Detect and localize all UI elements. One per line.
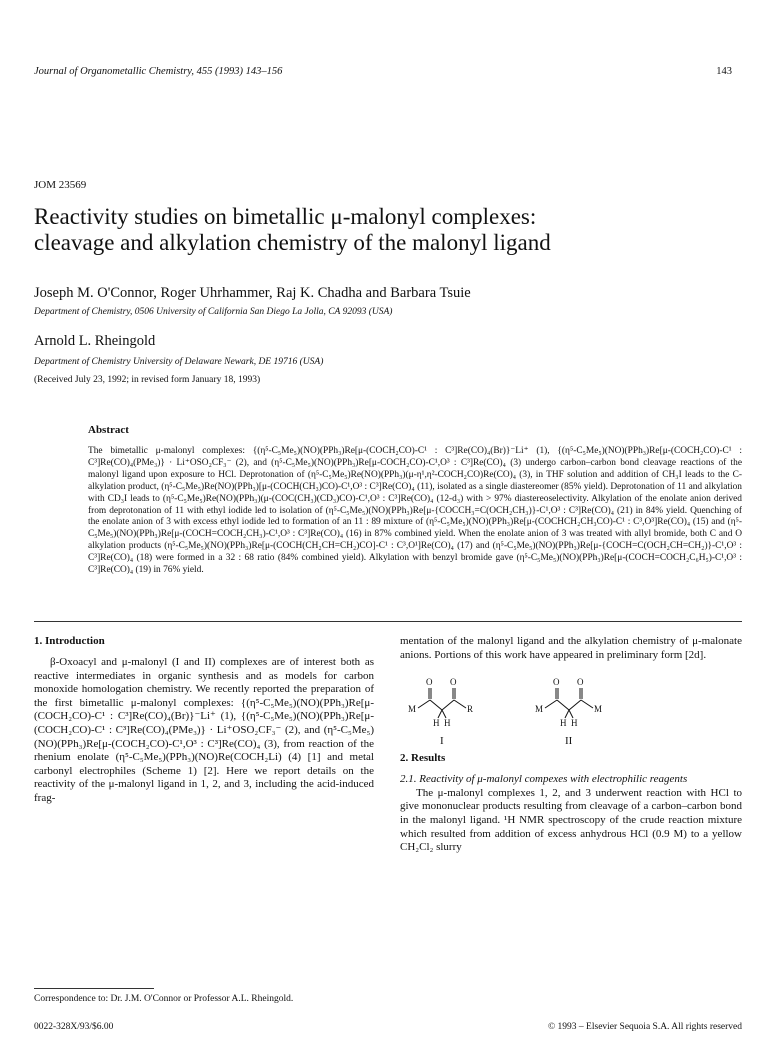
struct-II-oxygen-1: O <box>553 677 560 688</box>
struct-I-oxygen-2: O <box>450 677 457 688</box>
struct-I-oxygen-1: O <box>426 677 433 688</box>
structure-diagram <box>400 666 742 746</box>
received-dates: (Received July 23, 1992; in revised form January 18, 1993) <box>34 375 261 385</box>
author-list: Joseph M. O'Connor, Roger Uhrhammer, Raj K. Chadha and Barbara Tsuie <box>34 285 471 301</box>
struct-II-metal-1: M <box>535 704 544 715</box>
struct-I-r-group: R <box>467 704 474 715</box>
abstract-text: The bimetallic μ-malonyl complexes: {(η⁵-C₅Me₅)(NO)(PPh₃)Re[μ-(COCH₂CO)-C¹ : C³]Re(CO)₄(Br)}⁻Li⁺ (1), {(η⁵-C₅Me₅)(NO)(PPh₃)Re[μ-(COCH₂CO)-C¹ : C³]Re(CO)₄(PMe₃)} · Li⁺OSO₂CF₃⁻ (2), and (η⁵-C₅Me₅)(NO)(PPh₃)Re[μ-COCH₂CO)-C¹,O³ : C³]Re(CO)₄ (3) undergo carbon–carbon bond cleavage reactions of the malonyl ligand upon exposure to HCl. Deprotonation of (η⁵-C₅Me₅)Re(NO)(PPh₃)(μ-η¹,η²-COCH₂CO)Re(CO)₄ (3), in THF solution and addition of CH₃I leads to the C-alkylation product, (η⁵-C₅Me₅)Re(NO)(PPh₃)[μ-(COCH(CH₃)CO)-C¹,O³ : C³]Re(CO)₄ (11), isolated as a single diastereomer (85% yield). Deprotonation of 11 and alkylation with CD₃I leads to (η⁵-C₅Me₅)Re(NO)(PPh₃)(μ-(COC(CH₃)(CD₃)CO)-C¹,O³ : C³]Re(CO)₄ (12-d₃) with > 97% diastereoselectivity. Alkylation of the enolate anion derived from deprotonation of 11 with ethyl iodide led to isolation of (η⁵-C₅Me₅)(NO)(PPh₃)Re[μ-{COCCH₃=C(OCH₂CH₃)}-C¹,O³ : C³]Re(CO)₄ (21) in 84% yield. Quenching of the enolate anion of 3 with excess ethyl iodide led to formation of an 11 : 89 mixture of (η⁵-C₅Me₅)(NO)(PPh₃)Re[μ-(COCHCH₂CH₃CO)-C¹ : C³,O³]Re(CO)₄ (15) and (η⁵-C₅Me₅)(NO)(PPh₃)Re[μ-(COCH=COCH₂CH₃)-C¹,O³ : C³]Re(CO)₄ (16) in 87% combined yield. When the enolate anion of 3 was treated with allyl bromide, both C and O alkylation products (η⁵-C₅Me₅)(NO)(PPh₃)Re[μ-(COCH(CH₂CH=CH₂)CO]-C¹ : C³,O¹]Re(CO)₄ (17) and (η⁵-C₅Me₅)(NO)(PPh₃)Re[μ-{COCH=C(OCH₂CH=CH₂)}-C¹,O³ : C³]Re(CO)₄ (18) were formed in a 32 : 68 ratio (84% combined yield). Alkylation with benzyl bromide gave (η⁵-C₅Me₅)(NO)(PPh₃)Re[μ-(COCH=COCH₂C₆H₅)-C¹,O³ : C³]Re(CO)₄ (19) in 76% yield. <box>88 446 742 576</box>
struct-II-label: II <box>565 735 573 747</box>
struct-II-oxygen-2: O <box>577 677 584 688</box>
copyright-notice: © 1993 – Elsevier Sequoia S.A. All rights reserved <box>547 1022 742 1032</box>
structure-I <box>408 677 473 746</box>
issn-price: 0022-328X/93/$6.00 <box>34 1022 114 1032</box>
affiliation-2: Department of Chemistry University of Delaware Newark, DE 19716 (USA) <box>34 357 324 367</box>
results-paragraph: The μ-malonyl complexes 1, 2, and 3 underwent reaction with HCl to give mononuclear products resulting from cleavage of a carbon–carbon bond in the malonyl ligand. ¹H NMR spectroscopy of the crude reaction mixture which resulted from addition of excess anhydrous HCl (0.9 M) to a yellow CH₂Cl₂ slurry <box>400 786 742 854</box>
title-line-2: cleavage and alkylation chemistry of the malonyl ligand <box>34 230 551 255</box>
left-column <box>34 635 374 806</box>
section-divider <box>34 621 742 622</box>
intro-heading: 1. Introduction <box>34 635 105 647</box>
title-line-1: Reactivity studies on bimetallic μ-malonyl complexes: <box>34 204 537 229</box>
struct-I-hydrogen-2: H <box>444 718 451 729</box>
struct-II-metal-2: M <box>594 704 603 715</box>
struct-I-hydrogen-1: H <box>433 718 440 729</box>
structure-II <box>535 677 602 746</box>
malonyl-structures-figure <box>400 666 742 746</box>
paper-title <box>34 204 754 256</box>
struct-I-label: I <box>440 735 444 747</box>
abstract-heading: Abstract <box>88 424 129 436</box>
subsection-heading: 2.1. Reactivity of μ-malonyl compexes with electrophilic reagents <box>400 773 688 786</box>
intro-continuation: mentation of the malonyl ligand and the alkylation chemistry of μ-malonate anions. Portions of this work have appeared in preliminary form [2d]. <box>400 635 742 661</box>
author-rheingold: Arnold L. Rheingold <box>34 333 156 349</box>
affiliation-1: Department of Chemistry, 0506 University of California San Diego La Jolla, CA 92093 (USA) <box>34 307 393 317</box>
intro-paragraph: β-Oxoacyl and μ-malonyl (I and II) complexes are of interest both as reactive intermediates in organic synthesis and as models for carbon monoxide homologation chemistry. We recently reported the preparation of the first bimetallic μ-malonyl complexes: {(η⁵-C₅Me₅)(NO)(PPh₃)Re[μ-(COCH₂CO)-C¹ : C³]Re(CO)₄(Br)}⁻Li⁺ (1), {(η⁵-C₅Me₅)(NO)(PPh₃)Re[μ-(COCH₂CO)-C¹ : C³]Re(CO)₄(PMe₃)} · Li⁺OSO₂CF₃⁻ (2), and (η⁵-C₅Me₅)(NO)(PPh₃)Re[μ-(COCH₂CO)-C¹,O³ : C³]Re(CO)₄ (3), from reaction of the rhenium enolate (η⁵-C₅Me₅)(PPh₃)(NO)Re(COCH₂Li) (4) [1] and metal carbonyl electrophiles (Scheme 1) [2]. Here we report details on the reactivity of the μ-malonyl ligand in 1, 2, and 3, including the acid-induced frag- <box>34 656 374 804</box>
footnote-rule <box>34 988 154 989</box>
struct-I-metal: M <box>408 704 417 715</box>
right-column <box>400 635 742 855</box>
jom-code: JOM 23569 <box>34 179 87 191</box>
struct-II-hydrogen-1: H <box>560 718 567 729</box>
page-number: 143 <box>716 66 732 77</box>
struct-II-hydrogen-2: H <box>571 718 578 729</box>
results-heading: 2. Results <box>400 752 446 765</box>
journal-citation: Journal of Organometallic Chemistry, 455 (1993) 143–156 <box>34 66 283 77</box>
correspondence-footnote: Correspondence to: Dr. J.M. O'Connor or Professor A.L. Rheingold. <box>34 994 294 1004</box>
